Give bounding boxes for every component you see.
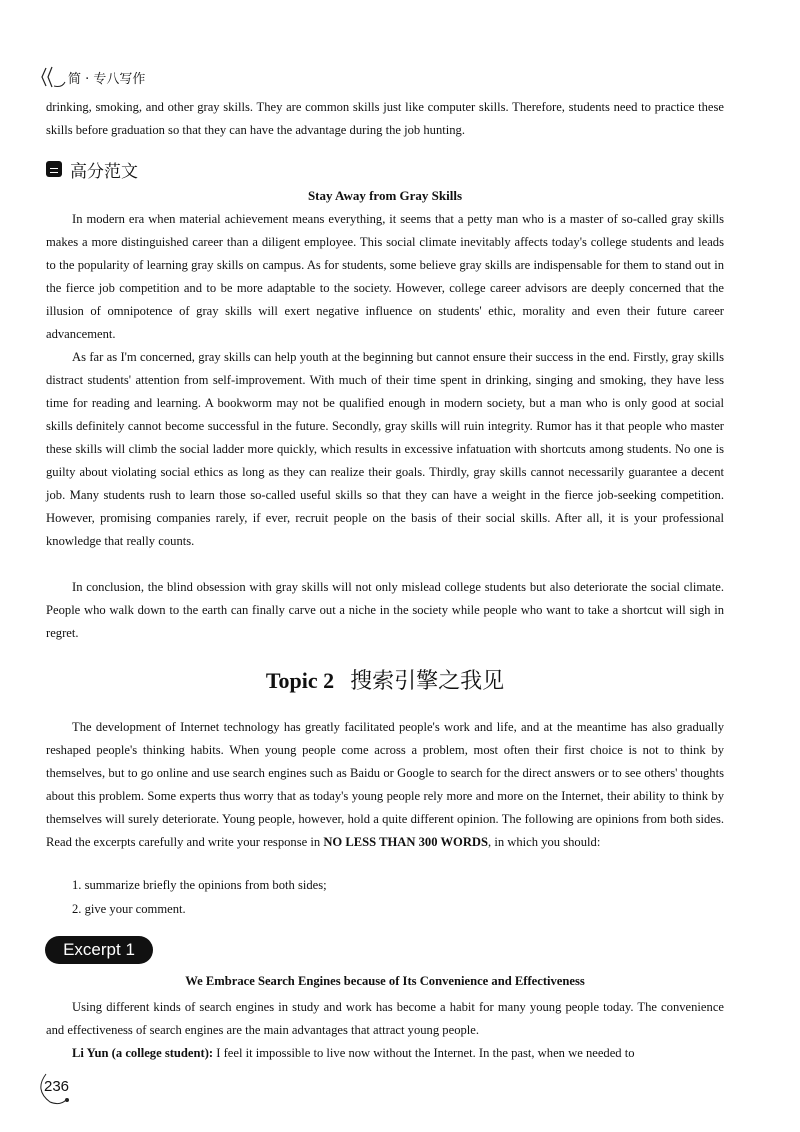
- model-essay-label: 高分范文: [70, 161, 138, 182]
- excerpt-paragraph-2: [46, 1042, 724, 1065]
- word-limit: NO LESS THAN 300 WORDS: [323, 835, 489, 849]
- excerpt-title: We Embrace Search Engines because of Its Convenience and Effectiveness: [185, 974, 585, 988]
- essay-title: Stay Away from Gray Skills: [307, 188, 463, 203]
- page-number-text: 236: [44, 1078, 70, 1095]
- running-head-text: 简 · 专八写作: [68, 71, 146, 87]
- instruction-item-2: 2. give your comment.: [72, 902, 186, 916]
- topic-prompt: [46, 716, 724, 854]
- speaker-text: I feel it impossible to live now without the Internet. In the past, when we needed to: [213, 1046, 635, 1060]
- prompt-tail: , in which you should:: [488, 835, 601, 849]
- essay-paragraph-3: In conclusion, the blind obsession with gray skills will not only mislead college students but also deteriorate the social climate. People who walk down to the earth can finally carve out a niche in the society while people who want to take a shortcut will sigh in regret.: [46, 580, 724, 640]
- topic-title-cn: 搜索引擎之我见: [350, 669, 505, 694]
- book-logo-icon: [40, 64, 66, 90]
- essay-paragraph-1: In modern era when material achievement means everything, it seems that a petty man who is a master of so-called gray skills makes a more distinguished career than a diligent employee. This social climate inevitably affects today's college students and leads to the popularity of learning gray skills on campus. As for students, some believe gray skills are indispensable for them to stand out in the fierce job competition and to be more adaptable to the society. However, college career advisors are deeply concerned that the illusion of omnipotence of gray skills will exert negative influence on students' ethic, morality and even their future career advancement.: [46, 212, 724, 341]
- essay-paragraph-2: As far as I'm concerned, gray skills can help youth at the beginning but cannot ensure their success in the end. Firstly, gray skills distract students' attention from self-improvement. With much of their time spent in drinking, singing and smoking, they have less time for reading and learning. A bookworm may not be qualified enough in modern society, but a man who is only good at social skills definitely cannot become successful in the future. Secondly, gray skills will ruin integrity. Rumor has it that people who master these skills will climb the social ladder more quickly, which results in excessive infatuation with shortcuts among students. No one is guilty about violating social ethics as long as they can realize their goals. Thirdly, gray skills cannot necessarily guarantee a decent job. Many students rush to learn those so-called useful skills so that they can have a weight in the fierce job-seeking competition. However, promising companies rarely, if ever, recruit people on the basis of their social skills. After all, it is your professional knowledge that really counts.: [46, 350, 724, 548]
- excerpt-badge: Excerpt 1: [45, 936, 153, 964]
- running-head: [40, 62, 145, 92]
- book-stack-icon: [46, 161, 62, 177]
- page-number: [36, 1070, 76, 1106]
- topic-heading: [46, 664, 724, 695]
- speaker-label: Li Yun (a college student):: [72, 1046, 214, 1060]
- excerpt-paragraph-1: Using different kinds of search engines in study and work has become a habit for many young people today. The convenience and effectiveness of search engines are the main advantages that attract young people.: [46, 1000, 724, 1037]
- topic-label: Topic 2: [265, 668, 335, 693]
- prompt-text: The development of Internet technology has greatly facilitated people's work and life, and at the meantime has also gradually reshaped people's thinking habits. When young people come across a problem, most often their first choice is not to think by themselves, but to go online and use search engines such as Baidu or Google to search for the direct answers or to see others' thoughts about this problem. Some experts thus worry that as today's young people rely more and more on the Internet, their ability to think by themselves will surely deteriorate. Young people, however, hold a quite different opinion. The following are opinions from both sides. Read the excerpts carefully and write your response in: [46, 720, 724, 849]
- model-essay-heading: [46, 156, 138, 182]
- instruction-item-1: 1. summarize briefly the opinions from both sides;: [72, 878, 327, 892]
- intro-continuation: drinking, smoking, and other gray skills. They are common skills just like computer skills. Therefore, students need to practice these skills before graduation so that they can have the advantage during the job hunting.: [46, 100, 724, 137]
